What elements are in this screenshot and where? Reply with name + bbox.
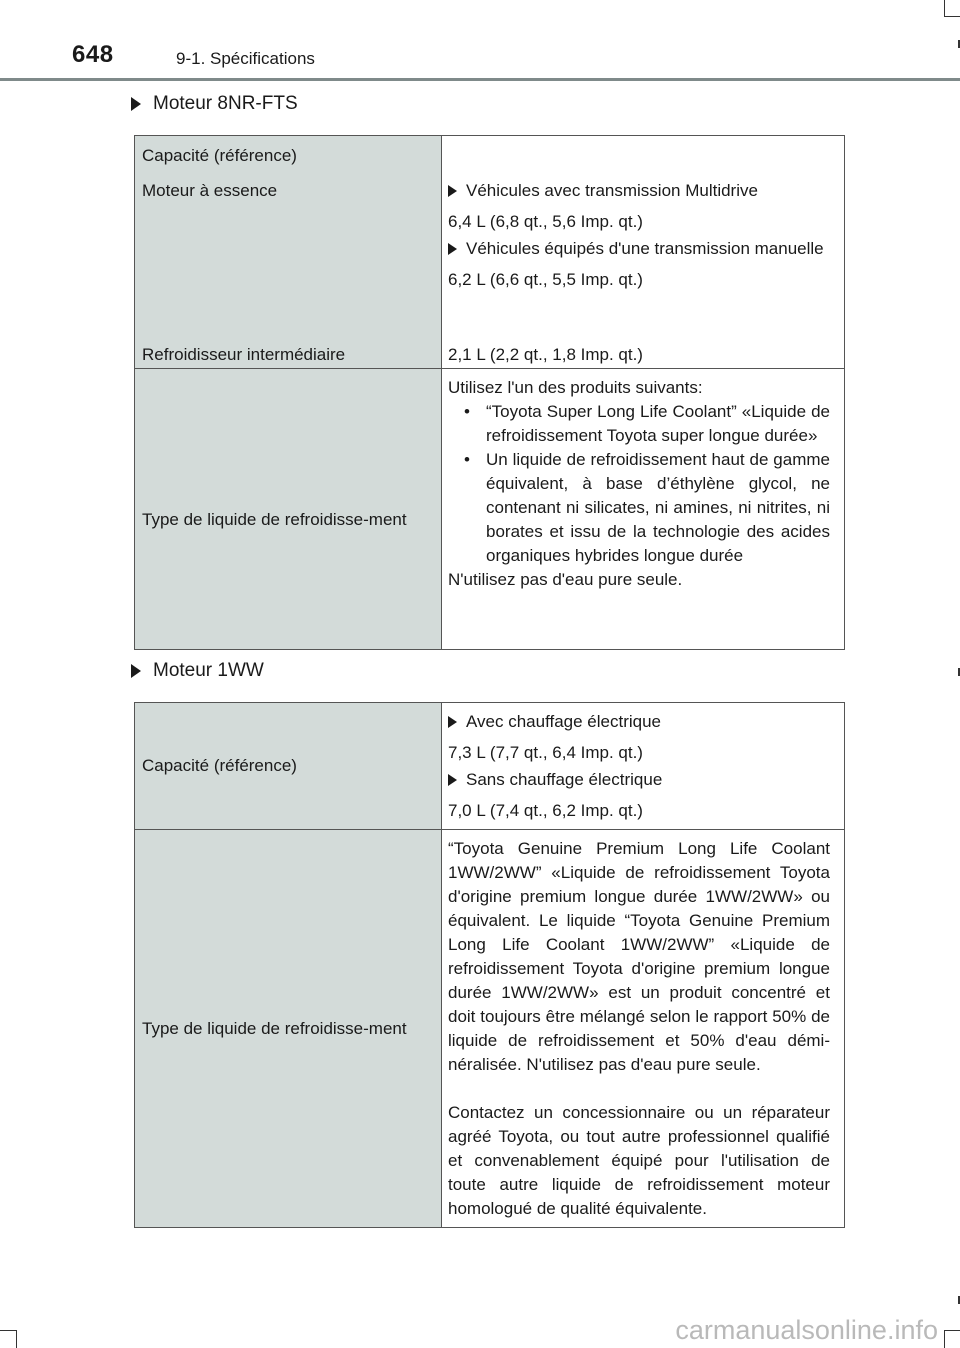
heater-label: Avec chauffage électrique: [466, 712, 662, 731]
page-header: [0, 0, 960, 82]
heater-value: 7,3 L (7,7 qt., 6,4 Imp. qt.): [448, 743, 643, 762]
crop-mark: [944, 1330, 945, 1348]
heater-item: [448, 710, 830, 734]
noheater-label: Sans chauffage électrique: [466, 770, 663, 789]
cvt-item: [448, 179, 830, 203]
table-1ww: [134, 702, 845, 1228]
cvt-value: 6,4 L (6,8 qt., 5,6 Imp. qt.): [448, 212, 643, 231]
coolant-type-label-cell: [135, 369, 442, 650]
coolant-item-text: Un liquide de refroidissement haut de gamme équivalent, à base d’éthylène glycol, ne contenant ni silicates, ni amines, ni nitrites, ni borates et issu de la technologie des acides organiques hybrides longue durée: [486, 450, 830, 565]
crop-mark: [944, 16, 960, 17]
triangle-bullet-icon: [448, 243, 457, 255]
heading-8nr-fts: [131, 93, 298, 115]
page-number: 648: [72, 41, 114, 68]
crop-mark: [0, 1330, 16, 1331]
capacity-label: Capacité (référence): [142, 146, 297, 165]
triangle-bullet-icon: [448, 716, 457, 728]
coolant-type-value-cell: [442, 369, 845, 650]
heading-8nr-fts-text: Moteur 8NR-FTS: [153, 93, 298, 114]
intercooler-label: Refroidisseur intermédiaire: [142, 345, 346, 364]
heading-1ww: [131, 660, 264, 682]
capacity-value-cell: [442, 136, 845, 369]
header-divider: [0, 78, 960, 81]
heading-1ww-text: Moteur 1WW: [153, 660, 264, 681]
crop-mark: [944, 1330, 960, 1331]
manual-item: [448, 237, 830, 261]
capacity-label-cell: [135, 703, 442, 830]
noheater-item: [448, 768, 830, 792]
cvt-label: Véhicules avec transmission Multidrive: [466, 181, 758, 200]
coolant-item: • “Toyota Super Long Life Coolant” «Liquide de refroidissement Toyota super longue durée»: [448, 400, 830, 448]
petrol-engine-label: Moteur à essence: [142, 181, 278, 200]
triangle-bullet-icon: [131, 664, 141, 678]
crop-mark: [944, 0, 945, 16]
capacity-label-cell: [135, 136, 442, 369]
manual-value: 6,2 L (6,6 qt., 5,5 Imp. qt.): [448, 270, 643, 289]
coolant-item-text: “Toyota Super Long Life Coolant” «Liquide de refroidissement Toyota super longue durée»: [486, 402, 830, 445]
manual-label: Véhicules équipés d'une transmission manuelle: [466, 239, 824, 258]
coolant-type-label: Type de liquide de refroidisse-ment: [142, 1018, 407, 1038]
noheater-value: 7,0 L (7,4 qt., 6,2 Imp. qt.): [448, 801, 643, 820]
triangle-bullet-icon: [131, 97, 141, 111]
intercooler-value: 2,1 L (2,2 qt., 1,8 Imp. qt.): [448, 345, 643, 364]
capacity-label: Capacité (référence): [142, 756, 297, 775]
coolant-item: • Un liquide de refroidissement haut de gamme équivalent, à base d’éthylène glycol, ne contenant ni silicates, ni amines, ni nitrites, ni borates et issu de la technologie des acides organiques hybrides longue durée: [448, 448, 830, 568]
coolant-paragraph: “Toyota Genuine Premium Long Life Coolant 1WW/2WW” «Liquide de refroidissement Toyota d'origine premium longue durée 1WW/2WW» ou équivalent. Le liquide “Toyota Genuine Premium Long Life Coolant 1WW/2WW” «Liquide de refroidissement Toyota d'origine premium longue durée 1WW/2WW» est un produit concentré et doit toujours être mélangé selon le rapport 50% de liquide de refroidissement et 50% d'eau démi-néralisée. N'utilisez pas d'eau pure seule.: [448, 839, 830, 1074]
capacity-value-cell: [442, 703, 845, 830]
table-8nr-fts: [134, 135, 845, 650]
coolant-type-value-cell: [442, 830, 845, 1228]
coolant-intro: Utilisez l'un des produits suivants:: [448, 378, 703, 397]
coolant-note: N'utilisez pas d'eau pure seule.: [448, 570, 683, 589]
watermark: carmanualsonline.info: [675, 1315, 938, 1345]
coolant-type-label-cell: [135, 830, 442, 1228]
table-row: [135, 369, 845, 650]
triangle-bullet-icon: [448, 185, 457, 197]
triangle-bullet-icon: [448, 774, 457, 786]
section-title: 9-1. Spécifications: [176, 49, 315, 68]
table-row: [135, 136, 845, 369]
table-row: [135, 703, 845, 830]
coolant-type-label: Type de liquide de refroidisse-ment: [142, 510, 407, 529]
crop-mark: [16, 1330, 17, 1348]
table-row: [135, 830, 845, 1228]
coolant-paragraph: Contactez un concessionnaire ou un réparateur agréé Toyota, ou tout autre professionnel qualifié et convenablement équipé pour l'utilisation de toute autre liquide de refroidissement moteur homologué de qualité équivalente.: [448, 1103, 830, 1218]
